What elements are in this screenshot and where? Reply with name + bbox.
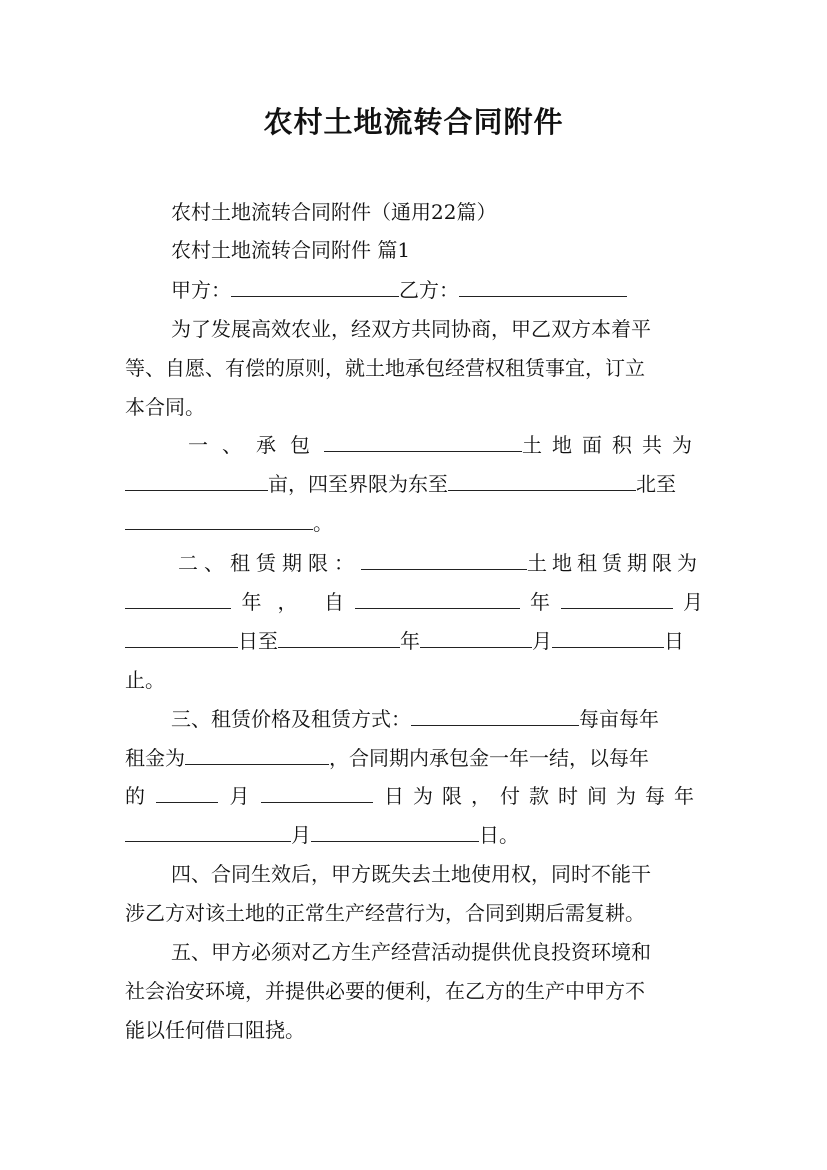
clause3-line-3	[125, 783, 703, 809]
clause4-line-1: 四、合同生效后，甲方既失去土地使用权，同时不能干	[171, 862, 651, 886]
party-a-blank	[231, 278, 399, 297]
clause2-land-blank	[361, 551, 527, 570]
clause1-line-2	[125, 471, 705, 497]
clause3-rent-blank	[185, 746, 329, 765]
clause5-line-3: 能以任何借口阻挠。	[125, 1018, 305, 1042]
clause2-period-label: 二、租赁期限：	[178, 551, 360, 575]
clause3-rent-label: 租金为	[125, 746, 185, 770]
party-b-blank	[459, 278, 627, 297]
clause1-area-label: 土地面积共为	[522, 433, 702, 457]
clause5-line-1: 五、甲方必须对乙方生产经营活动提供优良投资环境和	[171, 940, 651, 964]
preamble-line-3: 本合同。	[125, 395, 205, 419]
clause3-line-4	[125, 822, 705, 848]
clause2-line-1	[178, 550, 702, 576]
clause3-deadline-month-blank	[156, 784, 218, 803]
clause2-start-day-blank	[125, 629, 238, 648]
clause3-pay-month-blank	[125, 823, 291, 842]
clause3-deadline-day-blank	[261, 784, 373, 803]
clause2-start-year-label: 年	[530, 590, 550, 614]
clause1-line-3	[125, 510, 705, 536]
preamble-line-1: 为了发展高效农业，经双方共同协商，甲乙双方本着平	[171, 317, 651, 341]
clause2-from-label: 自	[324, 590, 344, 614]
clause2-end-year-blank	[278, 629, 400, 648]
clause3-pay-month-label: 月	[291, 823, 311, 847]
clause2-line-3	[125, 628, 705, 654]
clause3-month-label: 月	[229, 784, 250, 808]
clause3-per-mu-label: 每亩每年	[579, 707, 659, 731]
party-b-label: 乙方：	[399, 278, 459, 302]
clause1-contract-blank	[324, 433, 522, 452]
clause2-end-month-label: 月	[532, 629, 552, 653]
party-a-label: 甲方：	[171, 278, 231, 302]
clause3-payment-label: 日为限，付款时间为每年	[384, 784, 703, 808]
clause2-end-day-blank	[552, 629, 664, 648]
clause2-end-day-label: 日	[664, 629, 684, 653]
clause1-north-label: 北至	[636, 472, 676, 496]
clause1-north-blank	[125, 511, 313, 530]
clause2-term-label: 土地租赁期限为	[527, 551, 702, 575]
clause1-line-1	[188, 432, 702, 458]
clause1-end: 。	[313, 511, 333, 535]
document-subtitle: 农村土地流转合同附件（通用22篇）	[171, 200, 497, 224]
clause1-east-label: 亩，四至界限为东至	[268, 472, 448, 496]
clause3-price-label: 三、租赁价格及租赁方式：	[171, 707, 411, 731]
clause2-line-2	[125, 589, 703, 615]
clause2-start-year-blank	[355, 590, 520, 609]
clause2-line-4: 止。	[125, 668, 165, 692]
section-heading: 农村土地流转合同附件 篇1	[171, 238, 411, 262]
clause2-years-blank	[125, 590, 231, 609]
preamble-line-2: 等、自愿、有偿的原则，就土地承包经营权租赁事宜，订立	[125, 356, 645, 380]
clause3-settle-label: ，合同期内承包金一年一结，以每年	[329, 746, 649, 770]
clause1-contract-label: 一、承包	[188, 433, 324, 457]
clause3-of-label: 的	[125, 784, 145, 808]
clause2-start-month-label: 月	[683, 590, 703, 614]
clause5-line-2: 社会治安环境，并提供必要的便利，在乙方的生产中甲方不	[125, 979, 645, 1003]
clause3-line-2	[125, 745, 705, 771]
clause3-pay-day-blank	[311, 823, 479, 842]
clause2-end-month-blank	[420, 629, 532, 648]
clause1-area-blank	[125, 472, 268, 491]
clause3-method-blank	[411, 707, 579, 726]
clause1-east-blank	[448, 472, 636, 491]
clause3-line-1	[171, 706, 751, 732]
clause3-pay-day-label: 日。	[479, 823, 519, 847]
clause4-line-2: 涉乙方对该土地的正常生产经营行为，合同到期后需复耕。	[125, 901, 645, 925]
parties-line	[171, 277, 751, 303]
clause2-start-month-blank	[561, 590, 673, 609]
clause2-year-label: 年，	[241, 590, 314, 614]
document-title: 农村土地流转合同附件	[263, 105, 564, 139]
clause2-end-year-label: 年	[400, 629, 420, 653]
clause2-day-to-label: 日至	[238, 629, 278, 653]
